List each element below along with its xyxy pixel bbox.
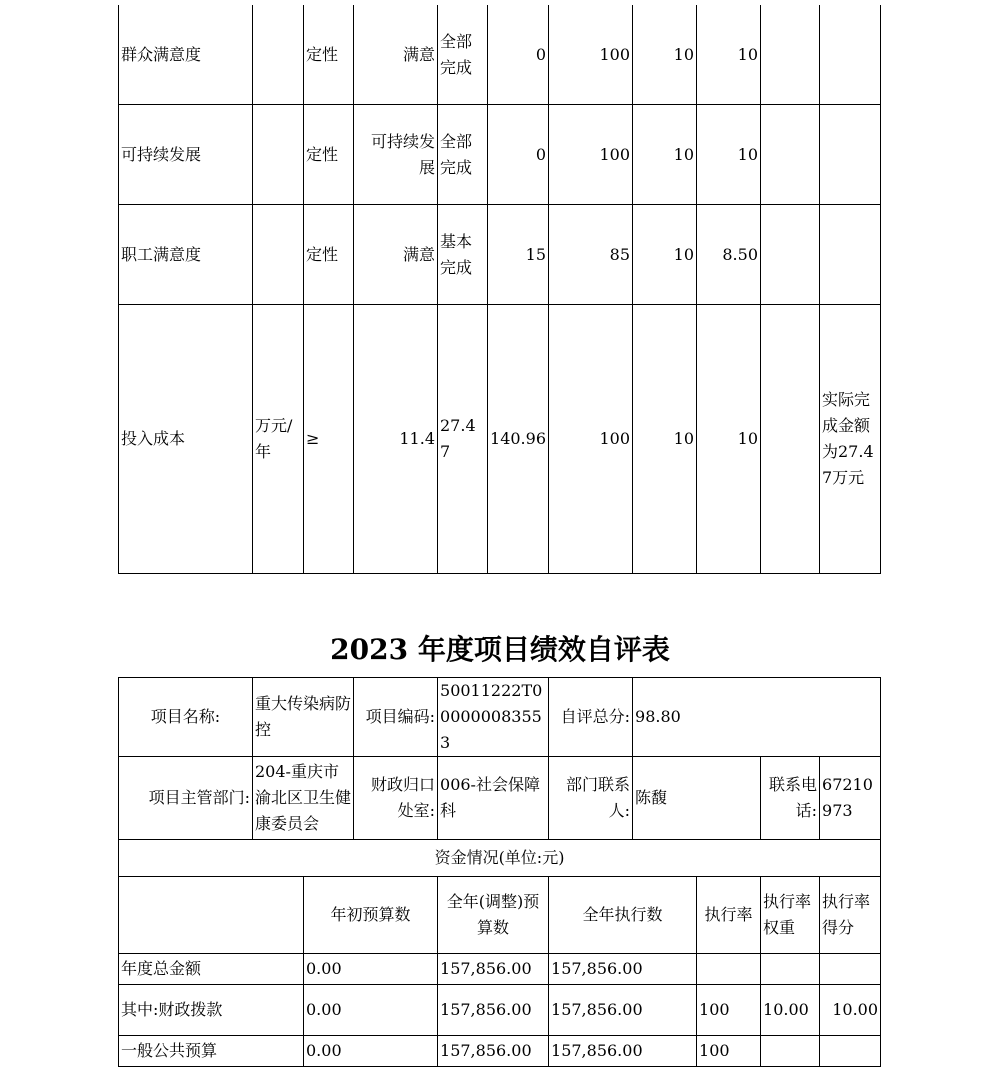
funds-adjusted: 157,856.00 (438, 954, 549, 985)
funds-rate: 100 (697, 985, 761, 1036)
finance-value: 006-社会保障科 (438, 757, 549, 840)
funds-section-header: 资金情况(单位:元) (119, 840, 881, 877)
indicator-deviation: 0 (488, 5, 549, 105)
page-title: 2023 年度项目绩效自评表 (330, 633, 670, 666)
indicator-weight: 10 (633, 305, 697, 574)
table-row (119, 678, 881, 757)
indicator-weight: 10 (633, 105, 697, 205)
funds-initial: 0.00 (304, 985, 438, 1036)
funds-executed: 157,856.00 (549, 1036, 697, 1067)
table-row (119, 757, 881, 840)
table-row (119, 954, 881, 985)
indicator-target: 可持续发展 (354, 105, 438, 205)
indicator-unit: 万元/年 (253, 305, 304, 574)
indicator-target: 11.4 (354, 305, 438, 574)
indicator-value: 100 (549, 5, 633, 105)
indicator-actual: 全部完成 (438, 5, 488, 105)
indicator-weight: 10 (633, 5, 697, 105)
project-code-value: 50011222T000000083553 (438, 678, 549, 757)
self-score-value: 98.80 (633, 678, 881, 757)
indicator-empty (761, 205, 820, 305)
performance-table (118, 677, 881, 1067)
indicator-actual: 全部完成 (438, 105, 488, 205)
project-name-value: 重大传染病防控 (253, 678, 354, 757)
funds-weight: 10.00 (761, 985, 820, 1036)
indicator-note: 实际完成金额为27.47万元 (820, 305, 881, 574)
table-row (119, 205, 881, 305)
indicator-name: 群众满意度 (119, 5, 253, 105)
indicator-actual: 基本完成 (438, 205, 488, 305)
funds-initial: 0.00 (304, 954, 438, 985)
funds-header-weight: 执行率权重 (761, 877, 820, 954)
project-code-label: 项目编码: (354, 678, 438, 757)
table-row (119, 5, 881, 105)
funds-row-label: 其中:财政拨款 (119, 985, 304, 1036)
funds-header-initial: 年初预算数 (304, 877, 438, 954)
indicator-note (820, 105, 881, 205)
indicator-score: 8.50 (697, 205, 761, 305)
funds-adjusted: 157,856.00 (438, 985, 549, 1036)
project-name-label: 项目名称: (119, 678, 253, 757)
funds-row-label: 一般公共预算 (119, 1036, 304, 1067)
funds-rate (697, 954, 761, 985)
table-row (119, 840, 881, 877)
indicator-target: 满意 (354, 205, 438, 305)
indicator-empty (761, 305, 820, 574)
dept-label: 项目主管部门: (119, 757, 253, 840)
indicator-score: 10 (697, 305, 761, 574)
indicator-target: 满意 (354, 5, 438, 105)
indicator-note (820, 205, 881, 305)
indicator-deviation: 0 (488, 105, 549, 205)
table-row (119, 877, 881, 954)
funds-row-label: 年度总金额 (119, 954, 304, 985)
indicator-value: 100 (549, 305, 633, 574)
funds-header-executed: 全年执行数 (549, 877, 697, 954)
funds-header-adjusted: 全年(调整)预算数 (438, 877, 549, 954)
indicator-name: 可持续发展 (119, 105, 253, 205)
indicator-name: 职工满意度 (119, 205, 253, 305)
funds-initial: 0.00 (304, 1036, 438, 1067)
indicator-actual: 27.47 (438, 305, 488, 574)
indicator-value: 85 (549, 205, 633, 305)
indicator-nature: 定性 (304, 105, 354, 205)
indicator-nature: ≥ (304, 305, 354, 574)
indicator-nature: 定性 (304, 205, 354, 305)
table-row (119, 985, 881, 1036)
funds-rate: 100 (697, 1036, 761, 1067)
phone-label: 联系电话: (761, 757, 820, 840)
funds-executed: 157,856.00 (549, 985, 697, 1036)
table-row (119, 105, 881, 205)
funds-executed: 157,856.00 (549, 954, 697, 985)
indicator-deviation: 140.96 (488, 305, 549, 574)
indicator-weight: 10 (633, 205, 697, 305)
funds-weight (761, 954, 820, 985)
self-score-label: 自评总分: (549, 678, 633, 757)
funds-score (820, 954, 881, 985)
indicator-note (820, 5, 881, 105)
indicator-name: 投入成本 (119, 305, 253, 574)
funds-header-score: 执行率得分 (820, 877, 881, 954)
indicator-table (118, 5, 881, 574)
indicator-unit (253, 105, 304, 205)
indicator-unit (253, 5, 304, 105)
funds-adjusted: 157,856.00 (438, 1036, 549, 1067)
funds-header-empty (119, 877, 304, 954)
contact-value: 陈馥 (633, 757, 761, 840)
table-row (119, 1036, 881, 1067)
dept-value: 204-重庆市渝北区卫生健康委员会 (253, 757, 354, 840)
indicator-empty (761, 5, 820, 105)
indicator-score: 10 (697, 5, 761, 105)
funds-header-rate: 执行率 (697, 877, 761, 954)
phone-value: 67210973 (820, 757, 881, 840)
indicator-deviation: 15 (488, 205, 549, 305)
indicator-nature: 定性 (304, 5, 354, 105)
indicator-value: 100 (549, 105, 633, 205)
funds-weight (761, 1036, 820, 1067)
table-row (119, 305, 881, 574)
indicator-unit (253, 205, 304, 305)
funds-score (820, 1036, 881, 1067)
funds-score: 10.00 (820, 985, 881, 1036)
indicator-empty (761, 105, 820, 205)
contact-label: 部门联系人: (549, 757, 633, 840)
indicator-score: 10 (697, 105, 761, 205)
finance-label: 财政归口处室: (354, 757, 438, 840)
